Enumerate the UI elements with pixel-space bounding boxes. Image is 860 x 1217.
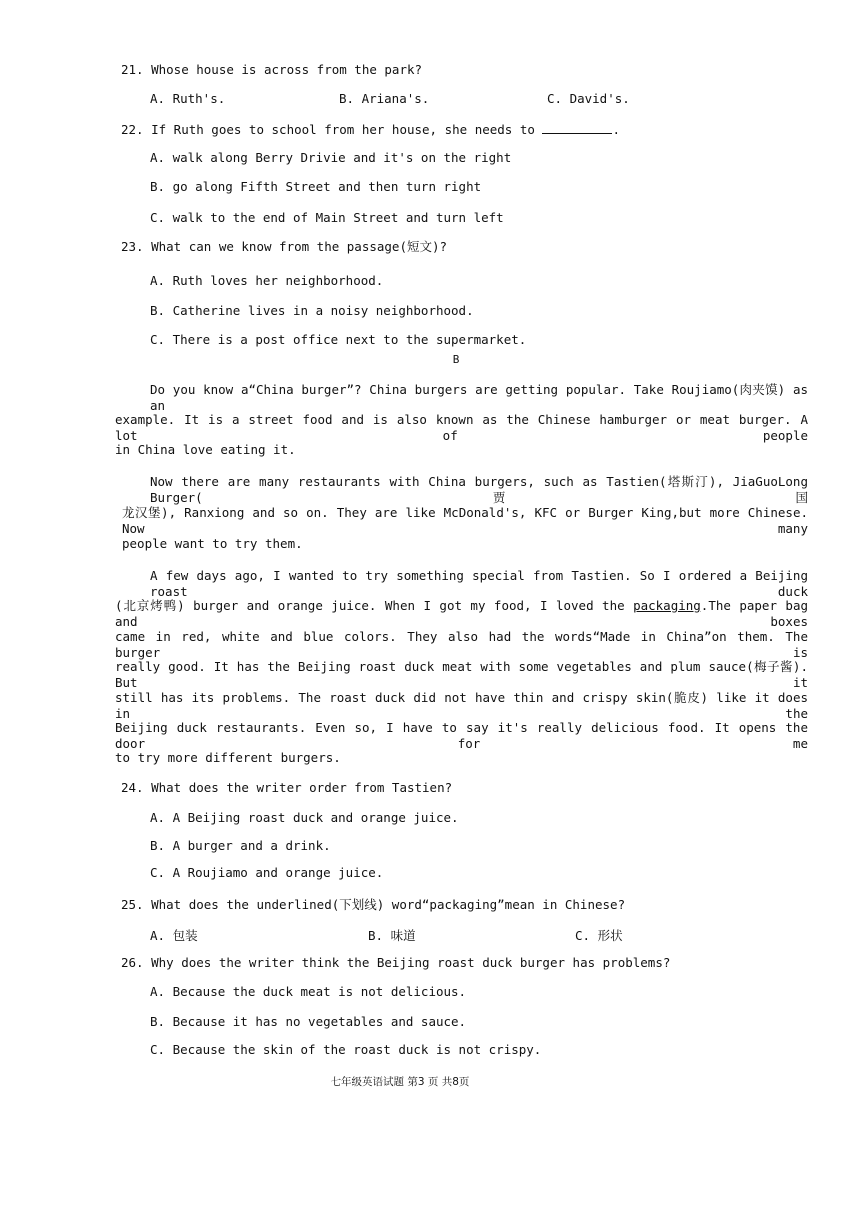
question-25-option-b: B. 味道 [368,928,416,943]
underlined-word-packaging: packaging [633,598,701,613]
passage-p1-line-1: Do you know a“China burger”? China burgers are getting popular. Take Roujiamo(肉夹馍) as an [150,382,808,413]
question-22-stem-end: . [612,122,620,137]
question-21-option-a: A. Ruth's. [150,91,226,106]
question-21-option-c: C. David's. [547,91,630,106]
passage-p3-line-2 [115,598,808,630]
question-26-option-c: C. Because the skin of the roast duck is not crispy. [150,1042,542,1057]
passage-p2-line-3: people want to try them. [122,536,303,551]
page-footer: 七年级英语试题 第3 页 共8页 [330,1076,470,1088]
question-25-stem: 25. What does the underlined(下划线) word“packaging”mean in Chinese? [121,897,626,912]
passage-p3-line-6: Beijing duck restaurants. Even so, I have to say it's really delicious food. It opens the door for me [115,720,808,751]
passage-p2-line-2: 龙汉堡), Ranxiong and so on. They are like McDonald's, KFC or Burger King,but more Chinese. Now many [122,505,808,536]
passage-p3-line-2-start: (北京烤鸭) burger and orange juice. When I got my food, I loved the [115,598,634,613]
question-23-option-a: A. Ruth loves her neighborhood. [150,273,384,288]
question-26-stem: 26. Why does the writer think the Beijing roast duck burger has problems? [121,955,671,970]
question-25-option-c: C. 形状 [575,928,623,943]
question-22-option-a: A. walk along Berry Drivie and it's on the right [150,150,512,165]
question-21-stem: 21. Whose house is across from the park? [121,62,423,77]
passage-p3-line-7: to try more different burgers. [115,750,341,765]
passage-p3-line-1: A few days ago, I wanted to try something special from Tastien. So I ordered a Beijing roast duck [150,568,808,599]
passage-p1-line-2: example. It is a street food and is also known as the Chinese hamburger or meat burger. A lot of people [115,412,808,443]
passage-p1-line-3: in China love eating it. [115,442,296,457]
question-22-stem-start: 22. If Ruth goes to school from her house, she needs to [121,122,543,137]
passage-p3-line-3: came in red, white and blue colors. They also had the words“Made in China”on them. The burger is [115,629,808,660]
question-24-option-c: C. A Roujiamo and orange juice. [150,865,384,880]
passage-p3-line-5: still has its problems. The roast duck did not have thin and crispy skin(脆皮) like it does in the [115,690,808,721]
question-21-option-b: B. Ariana's. [339,91,430,106]
question-23-option-b: B. Catherine lives in a noisy neighborhood. [150,303,474,318]
answer-blank [542,121,612,134]
question-25-option-a: A. 包装 [150,928,198,943]
question-24-option-b: B. A burger and a drink. [150,838,331,853]
question-22-option-c: C. walk to the end of Main Street and turn left [150,210,504,225]
question-24-option-a: A. A Beijing roast duck and orange juice. [150,810,459,825]
passage-p3-line-2-end: .The paper bag and boxes [115,598,808,629]
question-22-option-b: B. go along Fifth Street and then turn right [150,179,482,194]
question-22-stem [121,121,620,138]
question-24-stem: 24. What does the writer order from Tastien? [121,780,453,795]
question-26-option-b: B. Because it has no vegetables and sauce. [150,1014,467,1029]
question-23-stem: 23. What can we know from the passage(短文)? [121,239,448,254]
passage-p2-line-1: Now there are many restaurants with China burgers, such as Tastien(塔斯汀), JiaGuoLong Burger(贾国 [150,474,808,505]
question-26-option-a: A. Because the duck meat is not delicious. [150,984,467,999]
question-23-option-c: C. There is a post office next to the supermarket. [150,332,527,347]
passage-p3-line-4: really good. It has the Beijing roast duck meat with some vegetables and plum sauce(梅子酱). But it [115,659,808,690]
section-label: B [452,353,460,366]
